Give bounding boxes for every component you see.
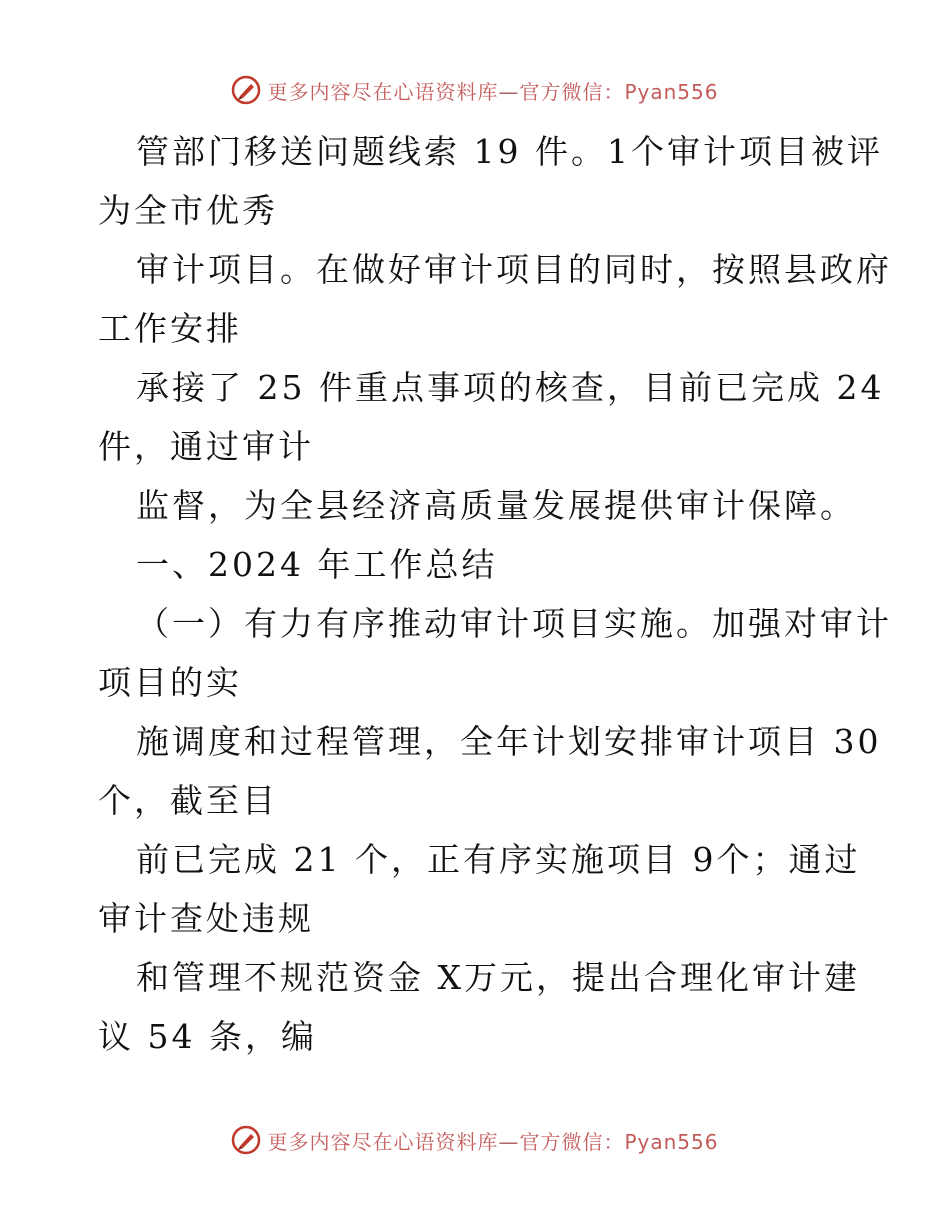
body-line: 件，通过审计 <box>98 427 314 466</box>
body-line: 施调度和过程管理，全年计划安排审计项目 30 <box>136 722 882 761</box>
body-line: 个，截至目 <box>98 781 278 820</box>
body-line: 审计查处违规 <box>98 899 314 938</box>
footer-banner-contact: 官方微信：Pyan556 <box>519 1129 719 1154</box>
body-line: 议 54 条，编 <box>98 1017 317 1056</box>
footer-banner-sep: — <box>498 1129 520 1154</box>
body-line: 承接了 25 件重点事项的核查，目前已完成 24 <box>136 368 885 407</box>
header-banner-contact: 官方微信：Pyan556 <box>519 79 719 104</box>
body-line: 管部门移送问题线索 19 件。1个审计项目被评 <box>136 132 883 171</box>
subsection-heading: （一）有力有序推动审计项目实施。加强对审计 <box>136 604 892 643</box>
header-banner-main: 更多内容尽在心语资料库 <box>267 79 499 104</box>
pen-logo-icon <box>231 1125 261 1155</box>
footer-banner-main: 更多内容尽在心语资料库 <box>267 1129 499 1154</box>
body-line: 前已完成 21 个，正有序实施项目 9个；通过 <box>136 840 861 879</box>
body-line: 审计项目。在做好审计项目的同时，按照县政府 <box>136 250 892 289</box>
header-banner-sep: — <box>498 79 520 104</box>
document-body <box>98 122 892 1066</box>
section-heading: 一、2024 年工作总结 <box>136 545 498 584</box>
footer-watermark-banner <box>0 1120 950 1160</box>
footer-banner-text <box>267 1126 718 1155</box>
body-line: 和管理不规范资金 X万元，提出合理化审计建 <box>136 958 860 997</box>
body-line: 项目的实 <box>98 663 242 702</box>
header-watermark-banner <box>0 70 950 110</box>
header-banner-text <box>267 76 718 105</box>
body-line: 监督，为全县经济高质量发展提供审计保障。 <box>136 486 856 525</box>
body-line: 为全市优秀 <box>98 191 278 230</box>
pen-logo-icon <box>231 75 261 105</box>
body-line: 工作安排 <box>98 309 242 348</box>
